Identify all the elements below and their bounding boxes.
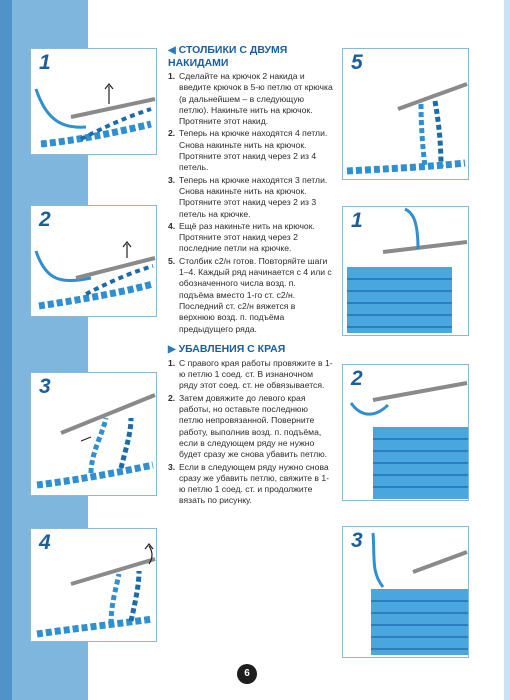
right-panel-1 <box>342 206 469 336</box>
step-number: 1 <box>351 209 363 232</box>
list-item: 1. Сделайте на крючок 2 накида и введите крючок в 5-ю петлю от крючка (в дальнейшем – в следующую петлю). Накиньте нить на крючок. Протяните этот накид. <box>168 71 333 127</box>
list-item: 1. С правого края работы провяжите в 1-ю петлю 1 соед. ст. В изнаночном ряду этот соед. ст. не обвязывается. <box>168 357 333 391</box>
list-item: 4. Ещё раз накиньте нить на крючок. Протяните этот накид через 2 последние петли на крючке. <box>168 220 315 254</box>
steps-list <box>168 358 333 507</box>
list-item: 2. Затем довяжите до левого края работы, но оставьте последнюю петлю непровязанной. Поверните работу, выполнив возд. п. подъёма, если в следующем ряду не нужно будет сразу же снова убавить петлю. <box>168 392 328 460</box>
right-panel-5 <box>342 48 469 180</box>
crochet-step-illustration <box>31 529 156 641</box>
left-decor-edge <box>0 0 12 700</box>
section-heading: ▶ УБАВЛЕНИЯ С КРАЯ <box>168 342 286 355</box>
left-panel-4 <box>30 528 157 642</box>
steps-list <box>168 71 333 335</box>
triangle-icon: ▶ <box>168 343 176 355</box>
list-item: 2. Теперь на крючке находятся 4 петли. Снова накиньте нить на крючок. Протяните этот накид через 2 из 4 петель. <box>168 128 328 173</box>
crochet-step-illustration <box>343 207 468 335</box>
step-number: 5 <box>351 51 363 74</box>
step-number: 1 <box>39 51 51 74</box>
crochet-step-illustration <box>343 49 468 179</box>
step-number: 3 <box>351 529 363 552</box>
step-number: 4 <box>39 531 51 554</box>
left-panel-3 <box>30 372 157 496</box>
step-number: 2 <box>39 208 51 231</box>
left-panel-1 <box>30 48 157 155</box>
step-number: 3 <box>39 375 51 398</box>
section-heading: ◀ СТОЛБИКИ С ДВУМЯ НАКИДАМИ <box>168 44 288 69</box>
right-decor-stripe <box>504 0 510 700</box>
list-item: 3. Если в следующем ряду нужно снова сразу же убавить петлю, свяжите в 1-ю петлю 1 соед. ст. и продолжите вязать по рисунку. <box>168 461 329 506</box>
list-item: 3. Теперь на крючке находятся 3 петли. Снова накиньте нить на крючок. Протяните этот накид через 2 из 3 петель на крючке. <box>168 174 328 219</box>
crochet-step-illustration <box>31 206 156 316</box>
page-number: 6 <box>237 664 257 684</box>
list-item: 5. Столбик с2/н готов. Повторяйте шаги 1–4. Каждый ряд начинается с 4 или с обозначенного числа возд. п. подъёма вместо 1-го ст. с2/н. Последний ст. с2/н вяжется в верхнюю возд. п. подъёма предыдущего ряда. <box>168 255 332 334</box>
crochet-step-illustration <box>343 365 468 500</box>
instructions-column <box>168 44 333 508</box>
step-number: 2 <box>351 367 363 390</box>
right-panel-2 <box>342 364 469 501</box>
right-panel-3 <box>342 526 469 658</box>
triangle-icon: ◀ <box>168 45 176 56</box>
crochet-step-illustration <box>31 49 156 154</box>
crochet-step-illustration <box>343 527 468 657</box>
left-panel-2 <box>30 205 157 317</box>
crochet-step-illustration <box>31 373 156 495</box>
